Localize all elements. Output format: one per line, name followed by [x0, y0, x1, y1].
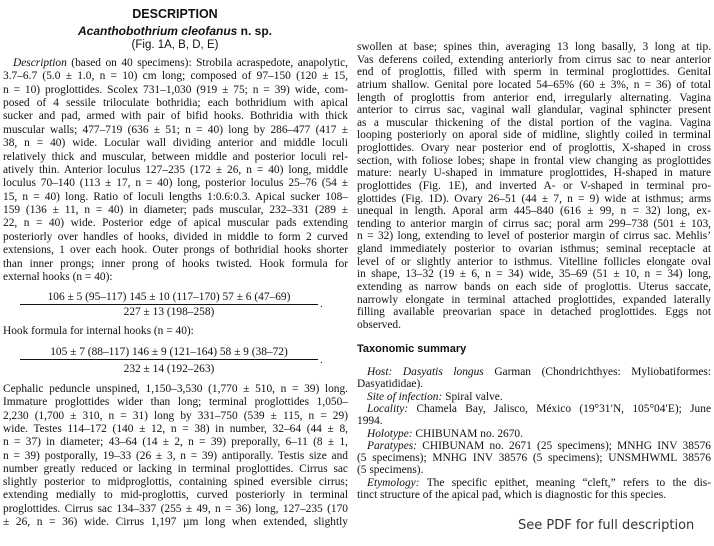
line-text: Chamela Bay, Jalisco, México (19°31′N, 105°04′E); June: [408, 402, 711, 415]
text-line: [3, 203, 348, 217]
line-text: in shape, 13–32 (19 ± 6, n = 34) wide, 35–69 (51 ± 10, n = 34) long,: [357, 268, 711, 281]
text-line: [3, 502, 348, 516]
italic-label: Holotype:: [367, 427, 413, 440]
line-text: n = 10) proglottides. Scolex 731–1,030 (919 ± 75; n = 39) wide, com-: [3, 83, 348, 96]
line-text: (5 specimens); MNHG INV 38576 (5 specimens); UNSMHWML 38576: [357, 452, 711, 465]
line-text: proglottides (Fig. 1E), and inverted A- or V-shaped in terminal pro-: [357, 179, 711, 192]
line-text: level of or slightly anterior to isthmus. Vitelline follicles elongate oval: [357, 255, 711, 268]
line-text: unequal in length. Aporal arm 445–840 (616 ± 99, n = 32) long, ex-: [357, 205, 711, 218]
text-line: [3, 123, 348, 137]
text-line: [3, 69, 348, 83]
line-text: tending to anterior margin of cirrus sac; poral arm 299–738 (501 ± 103,: [357, 217, 711, 230]
line-text: 1994.: [357, 415, 383, 428]
text-line: [3, 230, 348, 244]
line-text: filling available preovarian space in detached proglottides. Eggs not: [357, 306, 711, 319]
text-line: [3, 395, 348, 409]
text-line: [3, 163, 348, 177]
line-text: sucker and pad, armed with pair of bifid hooks. Bothridia with thick: [3, 110, 348, 123]
text-line: [3, 257, 348, 271]
italic-label: Host: Dasyatis longus: [367, 366, 484, 378]
line-text: relatively thick and muscular, between middle and posterior loculi rel-: [3, 150, 348, 163]
line-text: anterior to cirrus sac, vaginal wall glandular, vaginal sphincter present: [357, 104, 711, 117]
italic-label: Site of infection:: [367, 390, 443, 403]
line-text: ± 26, n = 36) wide. Cirrus 1,197 µm long when extended, slightly: [3, 516, 348, 528]
line-text: Immature proglottides wider than long; terminal proglottides 1,050–: [3, 396, 348, 409]
line-text: extending medially to mid-proglottis, curved posteriorly in terminal: [3, 489, 348, 502]
line-text: Dasyatididae).: [357, 378, 424, 391]
line-text: gland immediately posterior to ovarian isthmus; seminal receptacle at: [357, 243, 711, 256]
line-text: 159 (136 ± 11, n = 40) in diameter; pads muscular, 232–331 (289 ±: [3, 204, 348, 217]
line-text: n = 39) postporally, 19–33 (26 ± 3, n = 39) antiporally. Testis size and: [3, 449, 348, 462]
formula-period: .: [320, 298, 323, 310]
text-line: [3, 435, 348, 449]
line-text: length of proglottis from anterior end, irregularly alternating. Vagina: [357, 91, 711, 104]
line-text: 38, n = 40) wide. Locular wall dividing anterior and middle loculi: [3, 137, 348, 150]
line-text: mature: nearly U-shaped in immature proglottides, H-shaped in mature: [357, 167, 711, 180]
line-text: observed.: [357, 318, 401, 331]
line-text: as a muscular thickening of the distal portion of the vagina. Vagina: [357, 116, 711, 129]
line-text: n = 32) long, extending to level of posterior margin of cirrus sac. Mehlis’: [357, 230, 711, 243]
line-text: end of proglottis, filled with sperm in terminal proglottides. Genital: [357, 66, 711, 79]
line-text: Spiral valve.: [442, 390, 503, 403]
line-text: proglottides. Ovary near posterior end of proglottis, X-shaped in cross: [357, 142, 711, 155]
text-line: [3, 422, 348, 436]
line-text: 15, n = 40) long. Ratio of loculi lengths 1:0.6:0.3. Apical sucker 108–: [3, 190, 348, 203]
line-text: extensions, 1 over each hook. Outer prongs of bothridial hooks shorter: [3, 244, 348, 257]
line-text: (5 specimens).: [357, 464, 424, 477]
line-text: n = 37) in diameter; 43–64 (14 ± 2, n = 39) preporally, 6–11 (8 ± 1,: [3, 436, 348, 449]
text-line: [3, 488, 348, 502]
species-title: [0, 24, 350, 38]
line-text: swollen at base; spines thin, averaging 13 long basally, 3 long at tip.: [357, 41, 711, 53]
text-line: [3, 56, 348, 70]
line-text: Vas deferens coiled, extending anteriorly from cirrus sac to near anterior: [357, 53, 711, 66]
text-line: [3, 96, 348, 110]
line-text: than inner prongs; inner prong of hooks twisted. Hook formula for: [3, 257, 348, 270]
line-text: CHIBUNAM no. 2671 (25 specimens); MNHG INV 38576: [416, 439, 711, 452]
section-heading: DESCRIPTION: [132, 7, 218, 21]
line-text: number greatly reduced or lacking in terminal proglottides. Cirrus sac: [3, 462, 348, 475]
figure-reference: (Fig. 1A, B, D, E): [131, 39, 219, 51]
formula-numerator: 105 ± 7 (88–117) 146 ± 9 (121–164) 58 ± 9 (38–72): [20, 345, 318, 360]
text-line: [3, 136, 348, 150]
text-line: [3, 190, 348, 204]
line-text: posed of 4 sessile triloculate bothridia; each bothridium with apical: [3, 97, 348, 110]
internal-hook-label: Hook formula for internal hooks (n = 40):: [3, 325, 194, 337]
formula-period: .: [320, 354, 323, 366]
line-text: atrium shallow. Genital pore located 54–65% (60 ± 3%, n = 36) of total: [357, 78, 711, 91]
line-text: wide. Testes 114–172 (140 ± 12, n = 38) in number, 32–64 (44 ± 8,: [3, 422, 348, 435]
text-line: [357, 488, 711, 502]
text-line: [3, 515, 348, 529]
line-text: 2,230 (1,700 ± 310, n = 31) long by 331–750 (539 ± 115, n = 29): [3, 409, 348, 422]
italic-label: Description: [13, 57, 67, 69]
text-line: [3, 176, 348, 190]
line-text: Cephalic peduncle unspined, 1,150–3,530 (1,770 ± 510, n = 39) long.: [3, 383, 348, 395]
text-line: [3, 109, 348, 123]
text-line: [3, 409, 348, 423]
line-text: extending as narrow bands on each side of proglottis. Uterus saccate,: [357, 280, 711, 293]
line-text: muscular walls; 477–719 (636 ± 51; n = 40) long by 286–477 (417 ±: [3, 123, 348, 136]
line-text: slightly posterior to midproglottis, containing spined eversible cirrus;: [3, 476, 348, 489]
text-line: [3, 462, 348, 476]
text-line: [3, 382, 348, 396]
line-text: Garman (Chondrichthyes: Myliobatiformes:: [483, 366, 711, 378]
see-pdf-note: See PDF for full description: [518, 518, 695, 533]
line-text: external hooks (n = 40):: [3, 270, 113, 283]
line-text: section, with foliose lobes; shape in frontal view changing as proglottides: [357, 154, 711, 167]
species-name: Acanthobothrium cleofanus: [77, 24, 238, 38]
italic-label: Etymology:: [367, 476, 420, 489]
italic-label: Locality:: [367, 402, 409, 415]
formula-denominator: 232 ± 14 (192–263): [123, 363, 215, 375]
text-line: [3, 150, 348, 164]
text-line: [357, 318, 711, 332]
line-text: (based on 40 specimens): Strobila acraspedote, anapolytic,: [66, 57, 348, 69]
line-text: 3.7–6.7 (5.0 ± 1.0, n = 10) cm long; composed of 97–150 (120 ± 15,: [3, 70, 348, 83]
species-suffix: n. sp.: [237, 24, 272, 38]
text-line: [3, 475, 348, 489]
text-line: [3, 449, 348, 463]
text-line: [3, 216, 348, 230]
line-text: atively thin. Anterior loculus 127–235 (172 ± 26, n = 40) long, middle: [3, 163, 348, 176]
line-text: narrowly elongate in terminal attached proglottides, expanded laterally: [357, 293, 711, 306]
line-text: tinct structure of the apical pad, which is diagnostic for this species.: [357, 489, 667, 501]
line-text: CHIBUNAM no. 2670.: [412, 427, 523, 440]
line-text: 22, n = 40) wide. Posterior edge of apical muscular pads extending: [3, 217, 348, 230]
taxonomic-summary-heading: Taxonomic summary: [357, 343, 467, 355]
line-text: looping posteriorly on aporal side of midline, slightly coiled in terminal: [357, 129, 711, 142]
text-line: [3, 83, 348, 97]
line-text: loculus 70–140 (113 ± 17, n = 40) long, posterior loculus 25–76 (54 ±: [3, 177, 348, 190]
text-line: [3, 270, 348, 284]
formula-numerator: 106 ± 5 (95–117) 145 ± 10 (117–170) 57 ± 6 (47–69): [20, 290, 318, 305]
text-line: [3, 243, 348, 257]
italic-label: Paratypes:: [367, 439, 417, 452]
line-text: proglottides. Cirrus sac 134–337 (255 ± 49, n = 36) long, 127–235 (170: [3, 502, 348, 515]
line-text: The specific epithet, meaning “cleft,” refers to the dis-: [419, 476, 711, 489]
formula-denominator: 227 ± 13 (198–258): [123, 306, 215, 318]
line-text: glottides (Fig. 1D). Ovary 26–51 (44 ± 7, n = 9) wide at isthmus; arms: [357, 192, 711, 205]
line-text: posteriorly over handles of hooks, divided in middle to form 2 curved: [3, 230, 348, 243]
